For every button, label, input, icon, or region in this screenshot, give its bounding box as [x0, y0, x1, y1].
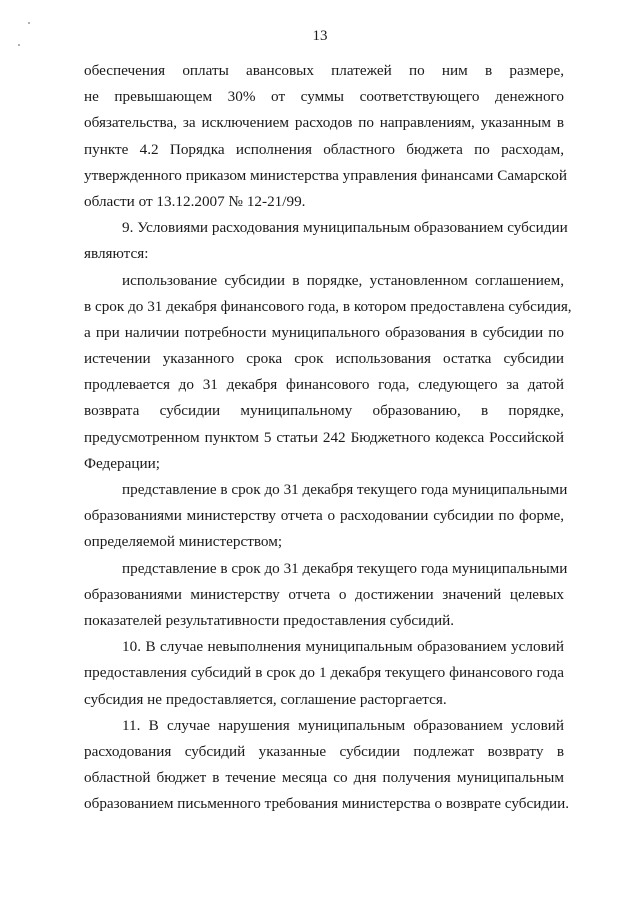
text-line: образованием письменного требования министерства о возврате субсидии.	[84, 795, 570, 813]
text-line: использование субсидии в порядке, установленном соглашением,	[122, 271, 564, 289]
text-line: субсидия не предоставляется, соглашение расторгается.	[84, 690, 447, 708]
text-line: областной бюджет в течение месяца со дня получения муниципальным	[84, 769, 564, 787]
text-line: возврата субсидии муниципальному образованию, в порядке,	[84, 402, 564, 420]
document-body	[84, 58, 572, 817]
scan-speck	[28, 22, 30, 24]
text-line: показателей результативности предоставления субсидий.	[84, 611, 455, 629]
text-line: утвержденного приказом министерства управления финансами Самарской	[84, 166, 567, 184]
text-line: являются:	[84, 245, 149, 263]
page-number: 13	[312, 28, 328, 44]
text-line: образованиями министерству отчета о достижении значений целевых	[84, 585, 564, 603]
text-line: обеспечения оплаты авансовых платежей по ним в размере,	[84, 62, 564, 79]
text-line: определяемой министерством;	[84, 533, 283, 551]
text-line: не превышающем 30% от суммы соответствующего денежного	[84, 88, 564, 106]
text-line: а при наличии потребности муниципального образования в субсидии по	[84, 323, 564, 341]
text-line: образованиями министерству отчета о расходовании субсидии по форме,	[84, 507, 564, 525]
text-line: истечении указанного срока срок использования остатка субсидии	[84, 350, 564, 368]
text-line: представление в срок до 31 декабря текущего года муниципальными	[122, 481, 568, 498]
text-line: предусмотренном пунктом 5 статьи 242 Бюджетного кодекса Российской	[84, 428, 564, 446]
text-line: пункте 4.2 Порядка исполнения областного бюджета по расходам,	[84, 140, 564, 158]
text-line: продлевается до 31 декабря финансового года, следующего за датой	[84, 376, 564, 394]
text-line: 9. Условиями расходования муниципальным образованием субсидии	[122, 219, 568, 237]
text-line: Федерации;	[84, 454, 160, 472]
text-line: расходования субсидий указанные субсидии подлежат возврату в	[84, 742, 564, 760]
text-line: предоставления субсидий в срок до 1 декабря текущего финансового года	[84, 664, 564, 682]
text-line: 10. В случае невыполнения муниципальным образованием условий	[122, 638, 564, 656]
text-line: области от 13.12.2007 № 12-21/99.	[84, 192, 306, 210]
text-line: представление в срок до 31 декабря текущего года муниципальными	[122, 559, 568, 577]
text-line: обязательства, за исключением расходов по направлениям, указанным в	[84, 114, 564, 132]
text-line: в срок до 31 декабря финансового года, в котором предоставлена субсидия,	[84, 297, 572, 315]
text-line: 11. В случае нарушения муниципальным образованием условий	[122, 716, 564, 734]
